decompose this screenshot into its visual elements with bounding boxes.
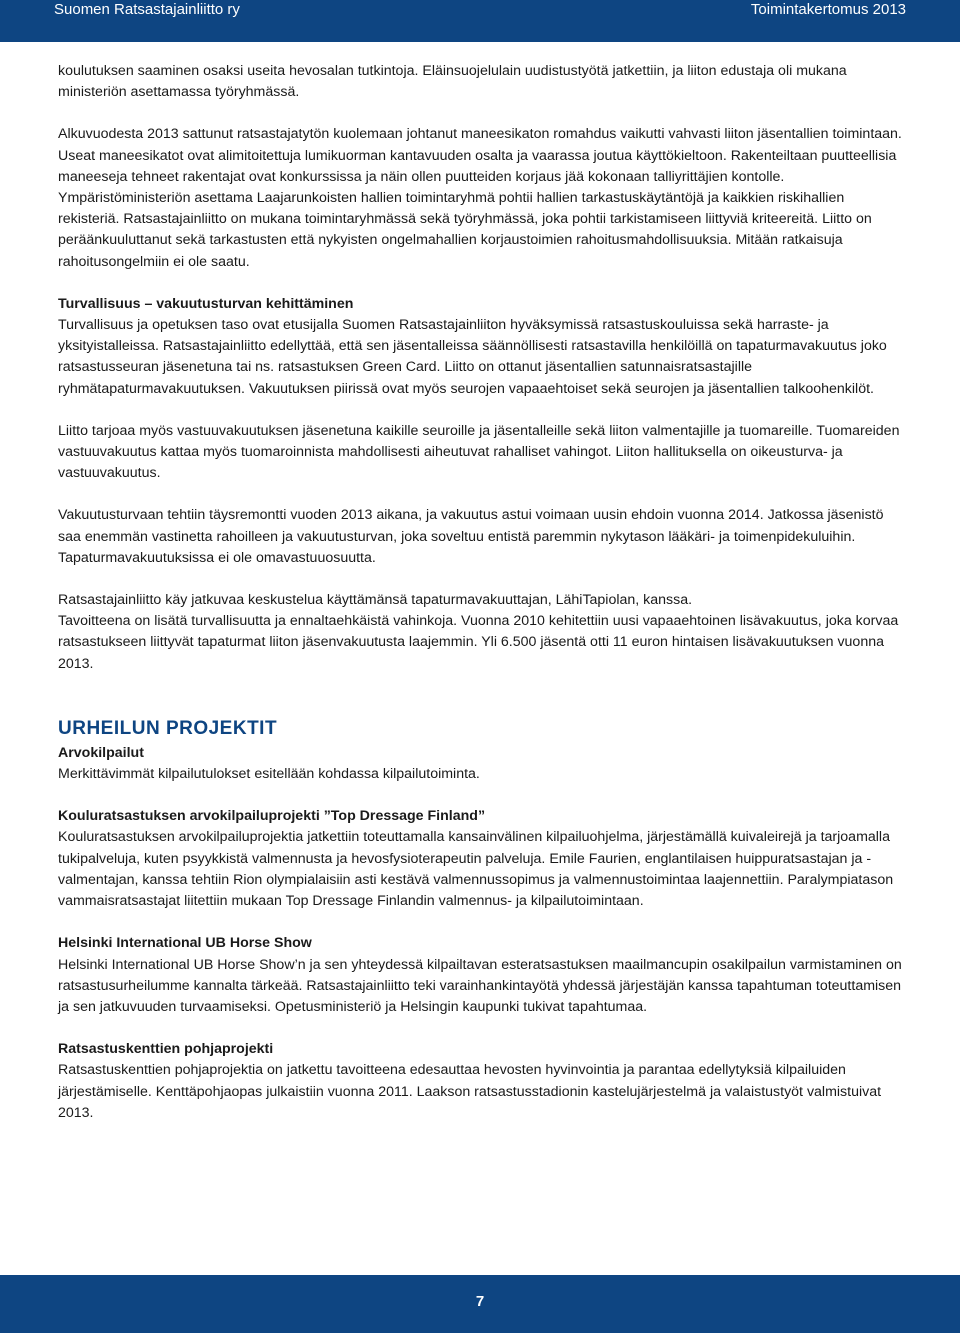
- subheading: Kouluratsastuksen arvokilpailuprojekti ”Top Dressage Finland”: [58, 808, 486, 825]
- paragraph: Helsinki International UB Horse Show’n ja sen yhteydessä kilpailtavan esteratsastuksen maailmancupin osakilpailun varmistaminen on ratsastusurheilumme kannalta tärkeää. Ratsastajainliitto teki varainhankintayötä yhdessä järjestäjän kanssa tapahtuman toteuttamisen ja sen jatkuvuuden turvaamiseksi. Opetusministeriö ja Helsingin kaupunki tukivat tapahtumaa.: [58, 956, 902, 1015]
- subheading: Ratsastuskenttien pohjaprojekti: [58, 1041, 274, 1058]
- page-header: [0, 0, 960, 42]
- subheading: Helsinki International UB Horse Show: [58, 935, 312, 952]
- section-title-projects: URHEILUN PROJEKTIT: [58, 717, 278, 739]
- page-content: [58, 61, 904, 1124]
- header-org-name: Suomen Ratsastajainliitto ry: [54, 1, 240, 18]
- paragraph: Merkittävimmät kilpailutulokset esitellään kohdassa kilpailutoiminta.: [58, 766, 480, 783]
- section-heading-insurance: Turvallisuus – vakuutusturvan kehittäminen: [58, 295, 354, 312]
- paragraph: Ratsastajainliitto käy jatkuvaa keskustelua käyttämänsä tapaturmavakuuttajan, LähiTapiolan, kanssa.: [58, 592, 693, 609]
- paragraph: Ratsastuskenttien pohjaprojektia on jatkettu tavoitteena edesauttaa hevosten hyvinvointia ja parantaa edellytyksiä kilpailuiden järjestämiselle. Kenttäpohjaopas julkaistiin vuonna 2011. Laakson ratsastusstadionin kastelujärjestelmä ja valaistustyöt valmistuivat 2013.: [58, 1062, 882, 1121]
- paragraph: Liitto tarjoaa myös vastuuvakuutuksen jäsenetuna kaikille seuroille ja jäsentalleille sekä liiton valmentajille ja tuomareille. Tuomareiden vastuuvakuutus kattaa myös tuomaroinnista mahdollisesti aiheutuvat rahalliset vahingot. Liiton hallituksella on oikeusturva- ja vastuuvakuutus.: [58, 422, 900, 482]
- subheading: Arvokilpailut: [58, 744, 144, 761]
- paragraph: koulutuksen saaminen osaksi useita hevosalan tutkintoja. Eläinsuojelulain uudistustyötä jatkettiin, ja liiton edustaja oli mukana ministeriön asettamassa työryhmässä.: [58, 63, 847, 101]
- paragraph: Turvallisuus ja opetuksen taso ovat etusijalla Suomen Ratsastajainliiton hyväksymissä ratsastuskouluissa sekä harraste- ja yksityistalleissa. Ratsastajainliitto edellyttää, että sen jäsentalleissa säännöllisesti ratsastavilla henkilöillä on tapaturmavakuutus joko ratsastusseuran jäsenetuna tai ns. ratsastuksen Green Card. Liitto on ottanut jäsentallien satunnaisratsastajille ryhmätapaturmavakuutuksen. Vakuutuksen piirissä ovat myös seurojen vapaaehtoiset sekä seurojen ja jäsentallien talkoohenkilöt.: [58, 317, 887, 397]
- paragraph: Vakuutusturvaan tehtiin täysremontti vuoden 2013 aikana, ja vakuutus astui voimaan uusin ehdoin vuonna 2014. Jatkossa jäsenistö saa enemmän vastinetta rahoilleen ja vakuutusturvan, joka soveltuu entistä paremmin nykytason lääkäri- ja toimenpidekuluihin. Tapaturmavakuutuksissa ei ole omavastuuosuutta.: [58, 507, 884, 566]
- page-number: 7: [475, 1293, 485, 1310]
- paragraph: Alkuvuodesta 2013 sattunut ratsastajatytön kuolemaan johtanut maneesikaton romahdus vaikutti vahvasti liiton jäsentallien toimintaan. Useat maneesikatot ovat alimitoitettuja lumikuorman kantavuuden osalta ja vaarassa joutua käyttökieltoon. Rakenteiltaan puutteellisia maneeseja tehneet rakentajat ovat konkurssissa ja näin ollen puutteiden korjaus jää kokonaan talliyrittäjien kontolle. Ympäristöministeriön asettama Laajarunkoisten hallien toimintaryhmä pohtii hallien tarkastuskäytäntöjä ja kaikkien riskihallien rekisteriä. Ratsastajainliitto on mukana toimintaryhmässä sekä työryhmässä, joka pohtii tarkistamiseen liittyviä kriteereitä. Liitto on peräänkuuluttanut sekä tarkastusten että nykyisten ongelmahallien korjaustoimien rahoitusmahdollisuuksia. Mitään ratkaisuja rahoitusongelmiin ei ole saatu.: [58, 126, 902, 270]
- header-report-title: Toimintakertomus 2013: [750, 1, 906, 18]
- paragraph: Kouluratsastuksen arvokilpailuprojektia jatkettiin toteuttamalla kansainvälinen kilpailuohjelma, järjestämällä kuivaleirejä ja tarjoamalla tukipalveluja, kuten psyykkistä valmennusta ja hevosfysioterapeutin palveluja. Emile Faurien, englantilaisen huippuratsastajan ja -valmentajan, kanssa tehtiin Rion olympialaisiin asti kestävä valmennussopimus ja valmennustoimintaa laajennettiin. Paralympiatason vammaisratsastajat liitettiin mukaan Top Dressage Finlandin valmennus- ja kilpailutoimintaan.: [58, 829, 894, 910]
- paragraph: Tavoitteena on lisätä turvallisuutta ja ennaltaehkäistä vahinkoja. Vuonna 2010 kehitettiin uusi vapaaehtoinen lisävakuutus, joka korvaa ratsastukseen liittyvät tapaturmat liiton jäsenvakuutusta laajemmin. Yli 6.500 jäsentä otti 11 euron hintaisen lisävakuutuksen vuonna 2013.: [58, 613, 899, 672]
- page-footer: [0, 1275, 960, 1333]
